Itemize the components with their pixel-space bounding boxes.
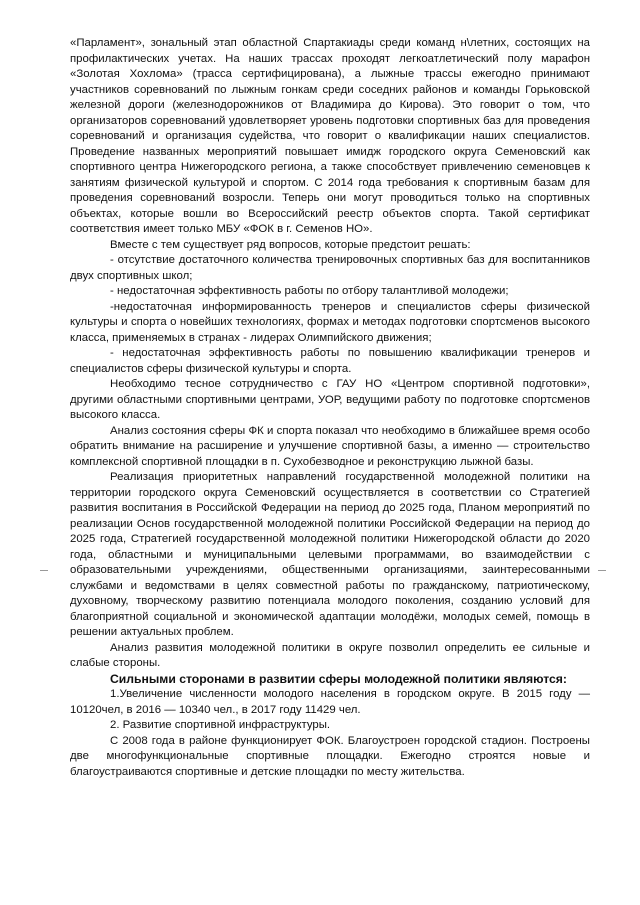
- list-item-3: -недостаточная информированность тренеров и специалистов сферы физической культуры и спорта о новейших технологиях, формах и методах подготовки спортсменов высокого класса, применяемых в странах - лидерах Олимпийского движения;: [70, 300, 590, 344]
- numbered-item-1: 1.Увеличение численности молодого населения в городском округе. В 2015 году — 10120чел, в 2016 — 10340 чел., в 2017 году 11429 чел.: [70, 688, 590, 716]
- list-item-2: - недостаточная эффективность работы по отбору талантливой молодежи;: [110, 285, 509, 297]
- right-margin-mark: [598, 570, 606, 571]
- paragraph-1: «Парламент», зональный этап областной Спартакиады среди команд н\летних, состоящих на профилактических учетах. На наших трассах проходят легкоатлетический полу марафон «Золотая Хохлома» (трасса сертифицирована), а лыжные трассы ежегодно принимают участников соревнований по лыжным гонкам среди соседних районов и команды Горьковской железной дороги (железнодорожников от Владимира до Кирова). Это говорит о том, что организаторов соревнований удовлетворяет уровень подготовки спортивных баз для проведения соревнований и организация судейства, что говорит о квалификации наших специалистов. Проведение названных мероприятий повышает имидж городского округа Семеновский как спортивного центра Нижегородского региона, а также способствует привлечению семеновцев к занятиям физической культурой и спортом. С 2014 года требования к спортивным базам для проведения соревнований возросли. Теперь они могут проводиться только на спортивных объектах, которые вошли во Всероссийский реестр объектов спорта. Такой сертификат соответствия имеет только МБУ «ФОК в г. Семенов НО».: [70, 37, 590, 235]
- list-item-4: - недостаточная эффективность работы по повышению квалификации тренеров и специалистов сферы физической культуры и спорта.: [70, 347, 590, 375]
- left-margin-mark: [40, 570, 48, 571]
- paragraph-6: Анализ развития молодежной политики в округе позволил определить ее сильные и слабые стороны.: [70, 641, 590, 669]
- paragraph-7: С 2008 года в районе функционирует ФОК. Благоустроен городской стадион. Построены две многофункциональные спортивные площадки. Ежегодно строятся новые и благоустраиваются спортивные и детские площадки по месту жительства.: [70, 734, 590, 778]
- paragraph-3: Необходимо тесное сотрудничество с ГАУ НО «Центром спортивной подготовки», другими областными спортивными центрами, УОР, ведущими работу по подготовке спортсменов высокого класса.: [70, 378, 590, 421]
- text-column: [70, 36, 590, 780]
- paragraph-5: Реализация приоритетных направлений государственной молодежной политики на территории городского округа Семеновский осуществляется в соответствии со Стратегией развития воспитания в Российской Федерации на период до 2025 года, Планом мероприятий по реализации Основ государственной молодежной политики Российской Федерации на период до 2025 года, Стратегией государственной молодежной политики Нижегородской области до 2020 года, областными и муниципальными целевыми программами, во взаимодействии с образовательными учреждениями, общественными организациями, заинтересованными службами и ведомствами в целях совместной работы по гражданскому, патриотическому, духовному, творческому развитию потенциала молодого поколения, созданию условий для благоприятной социальной и экономической адаптации молодёжи, молодых семей, помощь в решении актуальных проблем.: [70, 471, 590, 638]
- paragraph-2: Вместе с тем существует ряд вопросов, которые предстоит решать:: [110, 238, 471, 251]
- list-item-1: - отсутствие достаточного количества тренировочных спортивных баз для воспитанников двух спортивных школ;: [70, 254, 590, 282]
- section-heading: Сильными сторонами в развитии сферы молодежной политики являются:: [110, 671, 567, 686]
- paragraph-4: Анализ состояния сферы ФК и спорта показал что необходимо в ближайшее время особо обратить внимание на расширение и улучшение спортивной базы, а именно — строительство комплексной спортивной площадки в п. Сухобезводное и реконструкцию лыжной базы.: [70, 424, 590, 468]
- numbered-item-2: 2. Развитие спортивной инфраструктуры.: [110, 719, 331, 731]
